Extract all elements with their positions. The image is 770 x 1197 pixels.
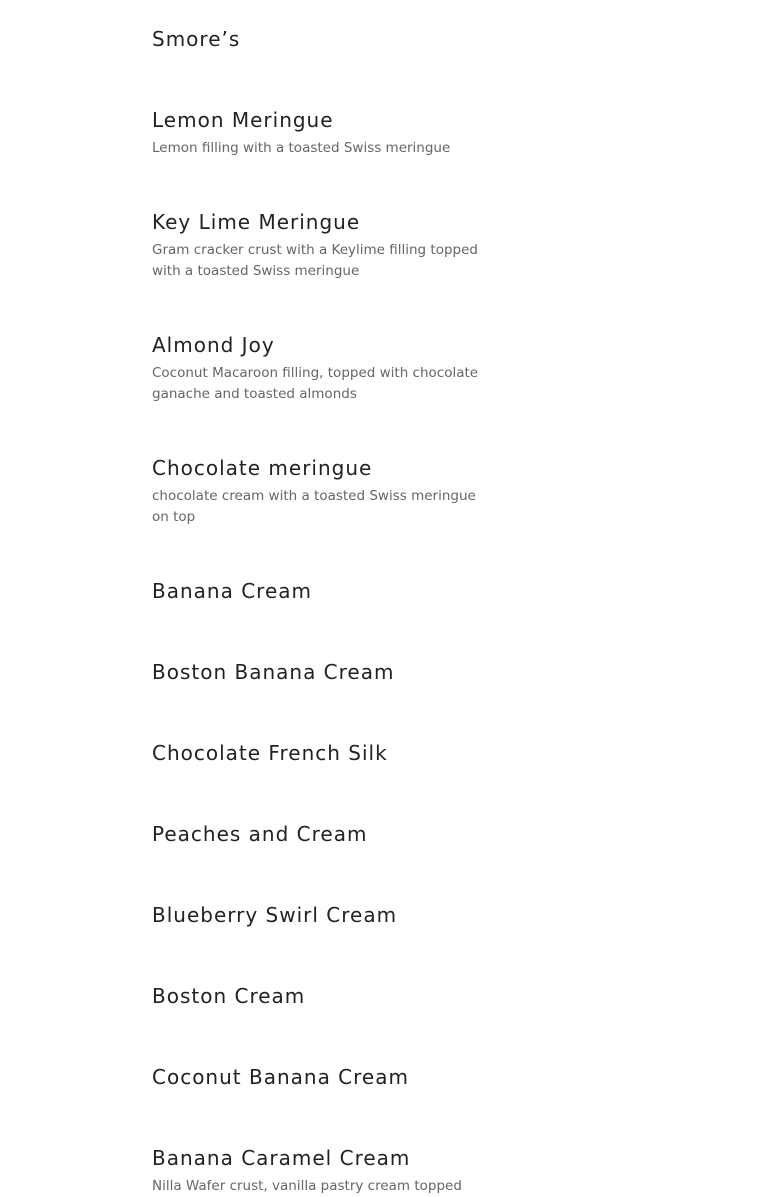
menu-item-key-lime-meringue [152, 209, 492, 282]
menu-item-title: Chocolate meringue [152, 456, 373, 480]
menu-item-title: Lemon Meringue [152, 108, 334, 132]
menu-item-lemon-meringue [152, 107, 492, 159]
menu-item-description: chocolate cream with a toasted Swiss meringue on top [152, 488, 476, 525]
menu-item-blueberry-swirl-cream [152, 902, 492, 928]
menu-item-title: Boston Banana Cream [152, 660, 395, 684]
menu-item-description: Nilla Wafer crust, vanilla pastry cream topped [152, 1178, 462, 1194]
menu-item-almond-joy [152, 332, 492, 405]
menu-item-boston-cream [152, 983, 492, 1009]
menu-item-smores [152, 26, 492, 52]
menu-item-description: Coconut Macaroon filling, topped with chocolate ganache and toasted almonds [152, 365, 479, 402]
menu-item-title: Banana Cream [152, 579, 312, 603]
menu-item-title: Coconut Banana Cream [152, 1065, 409, 1089]
menu-item-banana-cream [152, 578, 492, 604]
menu-item-chocolate-french-silk [152, 740, 492, 766]
menu-item-title: Blueberry Swirl Cream [152, 903, 398, 927]
menu-item-title: Banana Caramel Cream [152, 1146, 411, 1170]
menu-item-title: Peaches and Cream [152, 822, 368, 846]
menu-item-chocolate-meringue [152, 455, 492, 528]
menu-item-title: Chocolate French Silk [152, 741, 388, 765]
menu-item-title: Key Lime Meringue [152, 210, 361, 234]
menu-item-title: Almond Joy [152, 333, 275, 357]
menu-item-banana-caramel-cream [152, 1145, 492, 1197]
menu-item-peaches-and-cream [152, 821, 492, 847]
menu-item-description: Gram cracker crust with a Keylime filling topped with a toasted Swiss meringue [152, 242, 478, 279]
menu-item-title: Smore’s [152, 27, 241, 51]
menu-item-description: Lemon filling with a toasted Swiss meringue [152, 140, 451, 156]
menu-item-title: Boston Cream [152, 984, 306, 1008]
menu-item-boston-banana-cream [152, 659, 492, 685]
menu-item-coconut-banana-cream [152, 1064, 492, 1090]
